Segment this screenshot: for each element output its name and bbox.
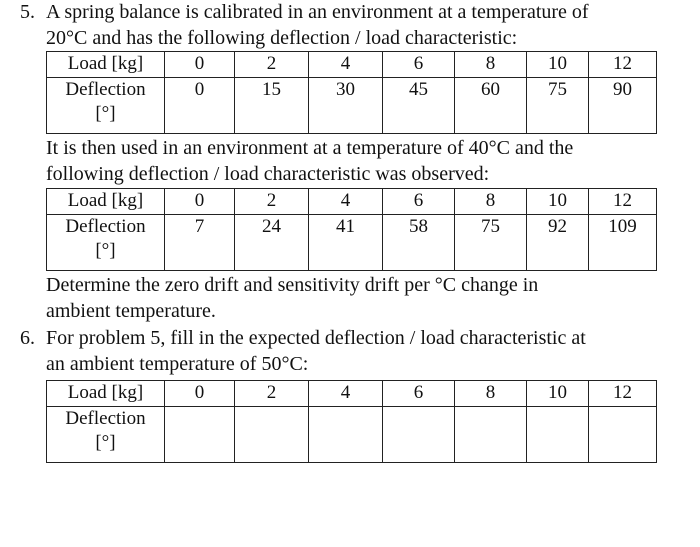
load-row <box>47 52 657 78</box>
deflection-blank-cell <box>455 407 527 463</box>
deflection-blank-cell <box>383 407 455 463</box>
load-cell: 10 <box>527 189 589 215</box>
deflection-cell: 7 <box>165 215 235 271</box>
load-cell: 6 <box>383 381 455 407</box>
deflection-blank-cell <box>165 407 235 463</box>
load-cell: 0 <box>165 189 235 215</box>
load-cell: 2 <box>235 52 309 78</box>
load-label: Load [kg] <box>47 381 165 407</box>
deflection-blank-cell <box>527 407 589 463</box>
load-cell: 12 <box>589 381 657 407</box>
problem-5-text-line-2: 20°C and has the following deflection / load characteristic: <box>46 27 518 49</box>
deflection-cell: 75 <box>455 215 527 271</box>
expected-table-50c <box>46 380 657 463</box>
deflection-label-text: Deflection <box>65 79 146 100</box>
deflection-cell: 30 <box>309 78 383 134</box>
problem-6-text-line-2: an ambient temperature of 50°C: <box>46 353 309 375</box>
deflection-label <box>47 407 165 463</box>
load-row <box>47 189 657 215</box>
load-cell: 6 <box>383 189 455 215</box>
load-cell: 8 <box>455 189 527 215</box>
deflection-blank-cell <box>235 407 309 463</box>
load-cell: 10 <box>527 52 589 78</box>
deflection-cell: 90 <box>589 78 657 134</box>
deflection-row <box>47 78 657 134</box>
load-cell: 8 <box>455 52 527 78</box>
problem-5-end-line-1: Determine the zero drift and sensitivity drift per °C change in <box>46 274 539 296</box>
deflection-blank-cell <box>309 407 383 463</box>
deflection-cell: 60 <box>455 78 527 134</box>
deflection-cell: 15 <box>235 78 309 134</box>
problem-5-mid-line-1: It is then used in an environment at a temperature of 40°C and the <box>46 137 574 159</box>
load-label: Load [kg] <box>47 52 165 78</box>
deflection-label-text: Deflection <box>65 408 146 429</box>
load-cell: 0 <box>165 381 235 407</box>
problem-6-number: 6. <box>20 327 35 349</box>
load-row <box>47 381 657 407</box>
problem-5-number: 5. <box>20 1 35 23</box>
deflection-unit-text: [°] <box>95 240 116 261</box>
deflection-unit-text: [°] <box>95 432 116 453</box>
deflection-unit-text: [°] <box>95 103 116 124</box>
deflection-cell: 24 <box>235 215 309 271</box>
load-cell: 6 <box>383 52 455 78</box>
deflection-cell: 0 <box>165 78 235 134</box>
deflection-label <box>47 78 165 134</box>
deflection-cell: 92 <box>527 215 589 271</box>
deflection-label-text: Deflection <box>65 216 146 237</box>
load-cell: 0 <box>165 52 235 78</box>
load-cell: 8 <box>455 381 527 407</box>
load-cell: 12 <box>589 189 657 215</box>
deflection-blank-cell <box>589 407 657 463</box>
observed-table-40c <box>46 188 657 271</box>
deflection-cell: 58 <box>383 215 455 271</box>
problem-5-mid-line-2: following deflection / load characteristic was observed: <box>46 163 490 185</box>
load-cell: 12 <box>589 52 657 78</box>
load-cell: 2 <box>235 381 309 407</box>
problem-5-text-line-1: A spring balance is calibrated in an environment at a temperature of <box>46 1 589 23</box>
calibration-table-20c <box>46 51 657 134</box>
deflection-row <box>47 407 657 463</box>
problem-6-text-line-1: For problem 5, fill in the expected deflection / load characteristic at <box>46 327 586 349</box>
deflection-cell: 109 <box>589 215 657 271</box>
problem-5-end-line-2: ambient temperature. <box>46 300 216 322</box>
load-cell: 4 <box>309 381 383 407</box>
deflection-cell: 45 <box>383 78 455 134</box>
deflection-cell: 75 <box>527 78 589 134</box>
deflection-row <box>47 215 657 271</box>
load-cell: 10 <box>527 381 589 407</box>
load-cell: 2 <box>235 189 309 215</box>
load-cell: 4 <box>309 52 383 78</box>
deflection-label <box>47 215 165 271</box>
load-label: Load [kg] <box>47 189 165 215</box>
deflection-cell: 41 <box>309 215 383 271</box>
load-cell: 4 <box>309 189 383 215</box>
